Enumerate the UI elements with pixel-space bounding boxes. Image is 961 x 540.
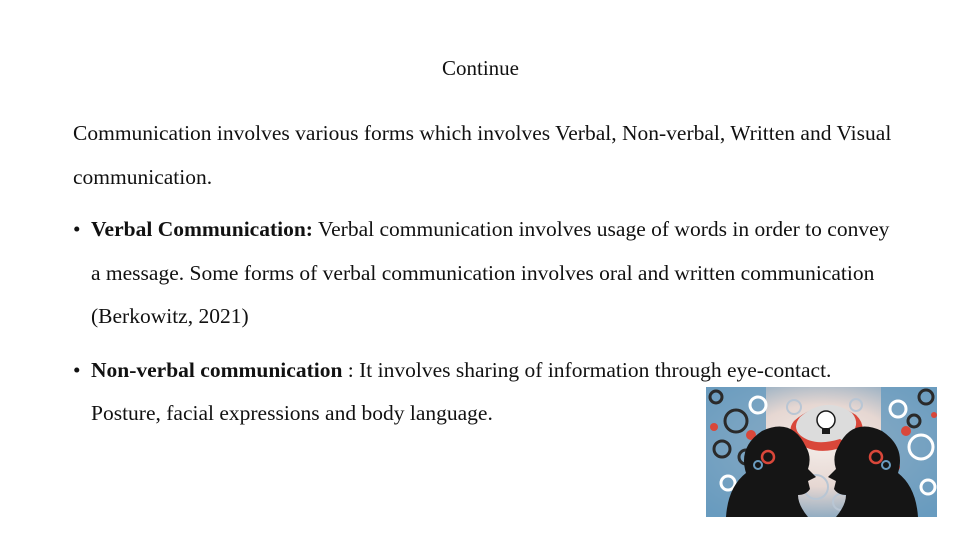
bullet-verbal bbox=[73, 208, 903, 339]
communication-heads-gears-icon bbox=[706, 387, 937, 517]
bullet-text: Verbal communication involves usage of words in order to convey a message. Some forms of verbal communication involves oral and written communication (Berkowitz, 2021) bbox=[91, 217, 890, 328]
communication-illustration bbox=[706, 387, 937, 517]
bullet-term: Verbal Communication: bbox=[91, 217, 313, 241]
intro-paragraph: Communication involves various forms which involves Verbal, Non-verbal, Written and Visual communication. bbox=[73, 121, 892, 189]
bullet-marker: • bbox=[73, 357, 81, 382]
bullet-marker: • bbox=[73, 217, 81, 241]
bullet-text: : It involves sharing of information through eye-contact. Posture, facial expressions and body language. bbox=[91, 357, 832, 425]
slide-title: Continue bbox=[442, 56, 519, 80]
bullet-term: Non-verbal communication bbox=[91, 357, 343, 382]
